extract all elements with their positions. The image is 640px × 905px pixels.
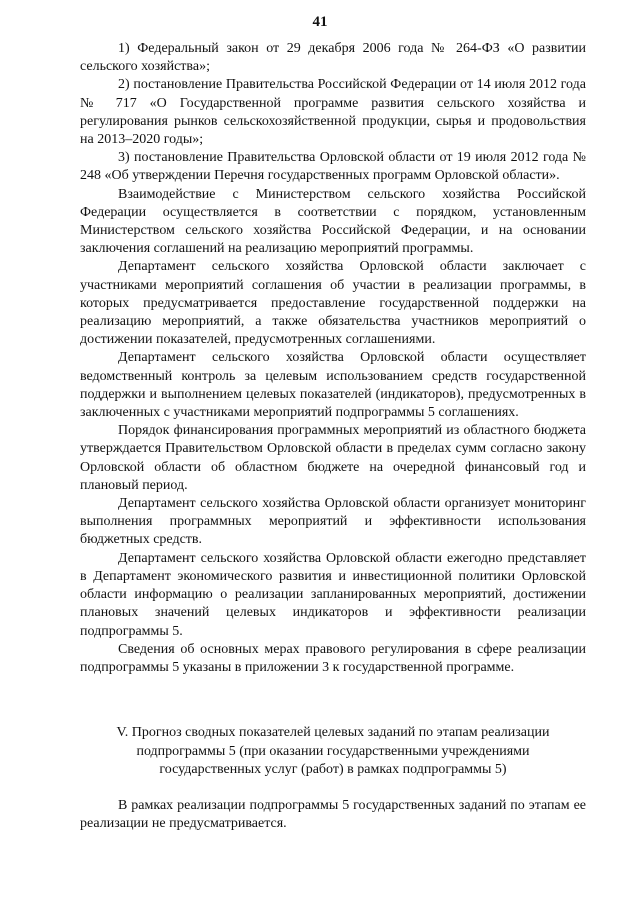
section-heading-line: V. Прогноз сводных показателей целевых заданий по этапам реализации: [116, 725, 550, 740]
paragraph-resolution-717: 2) постановление Правительства Российской Федерации от 14 июля 2012 года № 717 «О Государственной программе развития сельского хозяйства и регулирования рынков сельскохозяйственной продукции, сырья и продовольствия на 2013–2020 годы»;: [80, 77, 586, 148]
paragraph-state-assignments: В рамках реализации подпрограммы 5 государственных заданий по этапам ее реализации не предусматривается.: [80, 798, 586, 832]
paragraph-agreements: Департамент сельского хозяйства Орловской области заключает с участниками мероприятий соглашения об участии в реализации программы, в которых предусматривается предоставление государственной поддержки на реализацию мероприятий, а также обязательства участников мероприятий о достижении показателей, предусмотренных соглашениями.: [80, 259, 586, 348]
body-text: [80, 40, 586, 677]
paragraph-control: Департамент сельского хозяйства Орловской области осуществляет ведомственный контроль за целевым использованием средств государственной поддержки и выполнением целевых показателей (индикаторов), предусмотренных в заключенных с участниками мероприятий подпрограммы 5 соглашениях.: [80, 350, 586, 421]
paragraph-monitoring: Департамент сельского хозяйства Орловской области организует мониторинг выполнения программных мероприятий и эффективности использования бюджетных средств.: [80, 496, 586, 548]
paragraph-legal-regulation: Сведения об основных мерах правового регулирования в сфере реализации подпрограммы 5 указаны в приложении 3 к государственной программе.: [80, 641, 586, 675]
section-heading-line: государственных услуг (работ) в рамках подпрограммы 5): [159, 762, 507, 777]
paragraph-ministry-interaction: Взаимодействие с Министерством сельского хозяйства Российской Федерации осуществляется в соответствии с порядком, установленным Министерством сельского хозяйства Российской Федерации, и на основании заключения соглашений на реализацию мероприятий программы.: [80, 186, 586, 257]
paragraph-financing: Порядок финансирования программных мероприятий из областного бюджета утверждается Правительством Орловской области в пределах сумм согласно закону Орловской области об областном бюджете на очередной финансовый год и плановый период.: [80, 423, 586, 493]
page-number: 41: [312, 14, 328, 30]
paragraph-law-264-fz: 1) Федеральный закон от 29 декабря 2006 года № 264-ФЗ «О развитии сельского хозяйства»;: [80, 41, 586, 75]
section-heading-line: подпрограммы 5 (при оказании государственными учреждениями: [136, 743, 530, 759]
paragraph-resolution-248: 3) постановление Правительства Орловской области от 19 июля 2012 года № 248 «Об утверждении Перечня государственных программ Орловской области».: [80, 150, 586, 184]
section-heading: [80, 724, 586, 780]
section-text: [80, 797, 586, 833]
paragraph-reporting: Департамент сельского хозяйства Орловской области ежегодно представляет в Департамент экономического развития и инвестиционной политики Орловской области информацию о реализации запланированных мероприятий, достижении плановых значений целевых индикаторов и эффективности реализации подпрограммы 5.: [80, 550, 586, 639]
